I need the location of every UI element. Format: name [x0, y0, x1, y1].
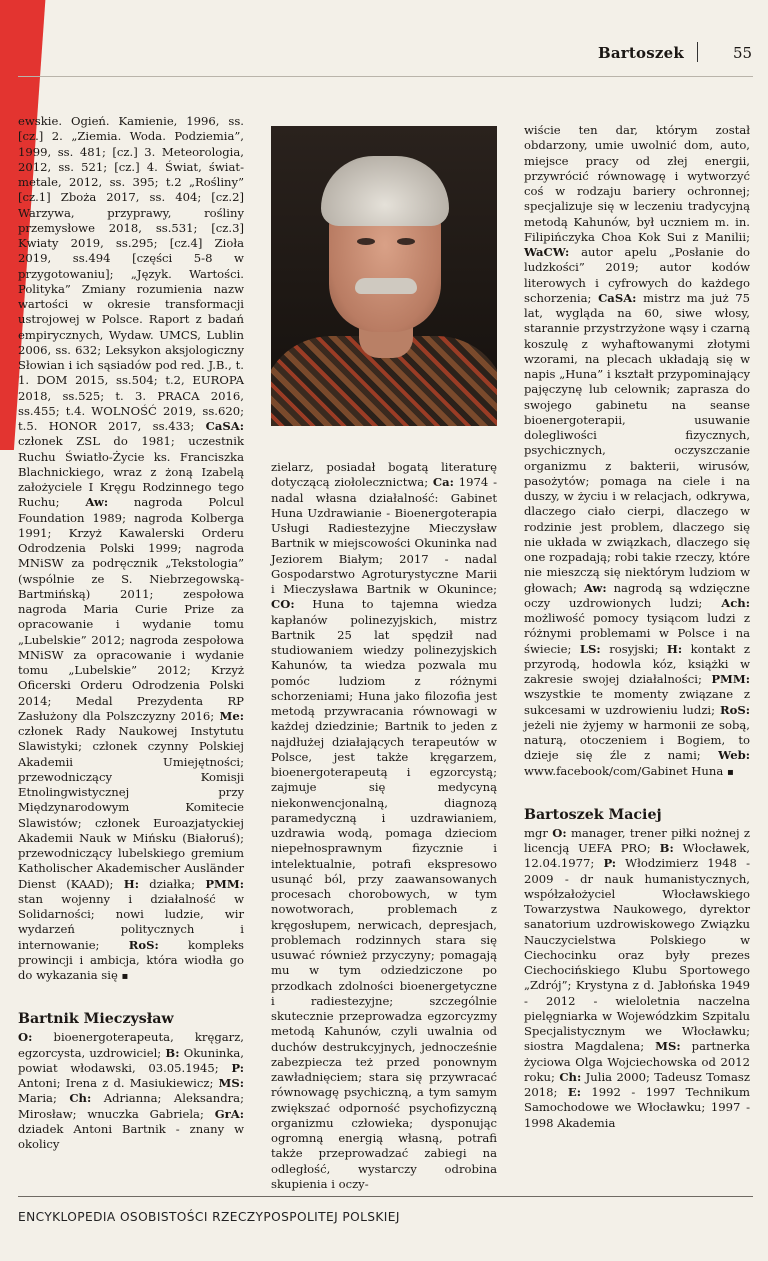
entry-body-continued: zielarz, posiadał bogatą literaturę dotyczącą ziołolecznictwa; Ca: 1974 - nadal własna działalność: Gabinet Huna Uzdrawianie - Bioenergoterapia Usługi Radiestezyjne Mieczysław Bartnik w miejscowości Okuninka nad Jeziorem Białym; 2017 - nadal Gospodarstwo Agroturystyczne Marii i Mieczysława Bartnik w Okunince; CO: Huna to tajemna wiedza kapłanów polinezyjskich, mistrz Bartnik 25 lat spędził nad studiowaniem wiedzy polinezyjskich Kahunów, ta wiedza pozwala mu pomóc ludziom z różnymi schorzeniami; Huna jako filozofia jest metodą przywracania równowagi w każdej dziedzinie; Bartnik to jeden z najdłużej działających terapeutów w Polsce, jest także kręgarzem, bioenergoterapeutą i egzorcystą; zajmuje się medycyną niekonwencjonalną, diagnozą paramedyczną i uzdrawianiem, uzdrawia wodą, pomaga dzieciom niepełnosprawnym fizycznie i intelektualnie, potrafi ekspresowo usunąć ból, przy zaawansowanych procesach chorobowych, w tym nowotworach, problemach z kręgosłupem, nerwicach, depresjach, problemach rodzinnych stara się usuwać również przyczyny; pomagają mu w tym odziedziczone po przodkach zdolności bioenergetyczne i radiestezyjne; szczególnie skutecznie przeprowadza egzorcyzmy metodą Kahunów, czyli uwalnia od duchów destrukcyjnych, jednocześnie zabezpiecza też przed ponownym zawładnięciem; stara się przywracać równowagę psychiczną, a tym samym zwiększać odporność psychofizyczną organizmu człowieka; dysponując ogromną energią własną, potrafi także przeprowadzać zabiegi na odległość, wystarczy odrobina skupienia i oczy-	[271, 460, 497, 1191]
entry-body: mgr O: manager, trener piłki nożnej z licencją UEFA PRO; B: Włocławek, 12.04.1977; P: Włodzimierz 1948 - 2009 - dr nauk humanistycznych, współzałożyciel Włocławskiego Towarzystwa Naukowego, dyrektor sanatorium uzdrowiskowego Związku Nauczycielstwa Polskiego w Ciechocinku oraz były prezes Ciechocińskiego Klubu Sportowego „Zdrój”; Krystyna z d. Jabłońska 1949 - 2012 - wieloletnia naczelna pielęgniarka w Wojewódzkim Szpitalu Specjalistycznym we Włocławku; siostra Magdalena; MS: partnerka życiowa Olga Wojciechowska od 2012 roku; Ch: Julia 2000; Tadeusz Tomasz 2018; E: 1992 - 1997 Technikum Samochodowe we Włocławku; 1997 - 1998 Akademia	[524, 825, 751, 1130]
column-middle	[271, 460, 497, 1192]
footer-title: ENCYKLOPEDIA OSOBISTOŚCI RZECZYPOSPOLITEJ POLSKIEJ	[18, 1210, 400, 1224]
column-right	[524, 123, 750, 1131]
entry-bartnik	[18, 1010, 244, 1152]
entry-bartoszek	[524, 806, 750, 1131]
portrait-photo	[271, 126, 497, 426]
entry-title: Bartoszek Maciej	[524, 806, 662, 823]
running-header-name: Bartoszek	[598, 44, 684, 62]
entry-continuation: ewskie. Ogień. Kamienie, 1996, ss. [cz.] 2. „Ziemia. Woda. Podziemia”, 1999, ss. 481; [cz.] 3. Meteorologia, 2012, ss. 521; [cz.] 4. Świat, świat-metale, 2012, ss. 395; t.2 „Rośliny” [cz.1] Zboża 2017, ss. 404; [cz.2] Warzywa, przyprawy, rośliny przemysłowe 2018, ss.531; [cz.3] Kwiaty 2019, ss.295; [cz.4] Zioła 2019, ss.494 [części 5-8 w przygotowaniu]; „Język. Wartości. Polityka” Zmiany rozumienia nazw wartości w okresie transformacji ustrojowej w Polsce. Raport z badań empirycznych, Wydaw. UMCS, Lublin 2006, ss. 632; Leksykon aksjologiczny Słowian i ich sąsiadów pod red. J.B., t. 1. DOM 2015, ss.504; t.2, EUROPA 2018, ss.525; t. 3. PRACA 2016, ss.455; t.4. WOLNOŚĆ 2019, ss.620; t.5. HONOR 2017, ss.433; CaSA: członek ZSL do 1981; uczestnik Ruchu Światło-Życie ks. Franciszka Blachnickiego, wraz z żoną Izabelą założyciele I Kręgu Rodzinnego tego Ruchu; Aw: nagroda Polcul Foundation 1989; nagroda Kolberga 1991; Krzyż Kawalerski Orderu Odrodzenia Polski 1999; nagroda MNiSW za podręcznik „Tekstologia” (wspólnie ze S. Niebrzegowską-Bartmińską) 2011; zespołowa nagroda Maria Curie Prize za opracowanie i wydanie tomu „Lubelskie” 2012; nagroda zespołowa MNiSW za opracowanie i wydanie tomu „Lubelskie” 2012; Krzyż Oficerski Orderu Odrodzenia Polski 2014; Medal Prezydenta RP Zasłużony dla Polszczyzny 2016; Me: członek Rady Naukowej Instytutu Slawistyki; członek czynny Polskiej Akademii Umiejętności; przewodniczący Komisji Etnolingwistycznej przy Międzynarodowym Komitecie Slawistów; członek Euroazjatyckiej Akademii Nauk w Mińsku (Białoruś); przewodniczący lubelskiego gremium Katholischer Akademischer Ausländer Dienst (KAAD); H: działka; PMM: stan wojenny i działalność w Solidarności; nowi ludzie, wir wydarzeń politycznych i internowanie; RoS: kompleks prowincji i ambicja, która wiodła go do wykazania się ▪	[18, 114, 245, 982]
entry-end-bullet: ▪	[121, 971, 129, 982]
entry-title: Bartnik Mieczysław	[18, 1011, 174, 1028]
footer-rule	[18, 1196, 753, 1197]
header-rule	[18, 76, 753, 77]
column-left	[18, 114, 244, 1152]
entry-body: O: bioenergoterapeuta, kręgarz, egzorcysta, uzdrowiciel; B: Okuninka, powiat włodawski, 03.05.1945; P: Antoni; Irena z d. Masiukiewicz; MS: Maria; Ch: Adrianna; Aleksandra; Mirosław; wnuczka Gabriela; GrA: dziadek Antoni Bartnik - znany w okolicy	[18, 1030, 244, 1151]
entry-end-bullet: ▪	[726, 766, 734, 778]
header-separator	[697, 42, 698, 62]
entry-body-continued: wiście ten dar, którym został obdarzony, umie uwolnić dom, auto, miejsce pracy od złej energii, przywrócić równowagę i wytworzyć coś w rodzaju bariery ochronnej; specjalizuje się w leczeniu tradycyjną metodą Kahunów, był uczniem m. in. Filipińczyka Choa Kok Sui z Manilii; WaCW: autor apelu „Posłanie do ludzkości” 2019; autor kodów literowych i cyfrowych do każdego schorzenia; CaSA: mistrz ma już 75 lat, wygląda na 60, siwe włosy, starannie przystrzyżone wąsy i czarną koszulę z wyhaftowanymi złotymi wzorami, na plecach układają się w napis „Huna” i kształt przypominający pajęczynę lub celownik; zaprasza do swojego gabinetu na seanse bioenergoterapii, usuwanie dolegliwości fizycznych, psychicznych, oczyszczanie organizmu z bakterii, wirusów, pasożytów; pomaga na ciele i na duszy, w życiu i w relacjach, odkrywa, dlaczego ciało cierpi, dlaczego w rodzinie jest problem, dlaczego się nie układa w związkach, dlaczego się one rozpadają; robi takie rzeczy, które nie mieszczą się niektórym ludziom w głowach; Aw: nagrodą są wdzięczne oczy uzdrowionych ludzi; Ach: możliwość pomocy tysiącom ludzi z różnymi problemami w Polsce i na świecie; LS: rosyjski; H: kontakt z przyrodą, hodowla kóz, książki w zakresie swojej działalności; PMM: wszystkie te momenty związane z sukcesami w uzdrowieniu ludzi; RoS: jeżeli nie żyjemy w harmonii ze sobą, naturą, otoczeniem i Bogiem, to dzieje się źle z nami; Web: www.facebook/com/Gabinet Huna ▪	[524, 123, 750, 778]
portrait-mustache	[355, 278, 417, 294]
page-number: 55	[733, 44, 753, 62]
